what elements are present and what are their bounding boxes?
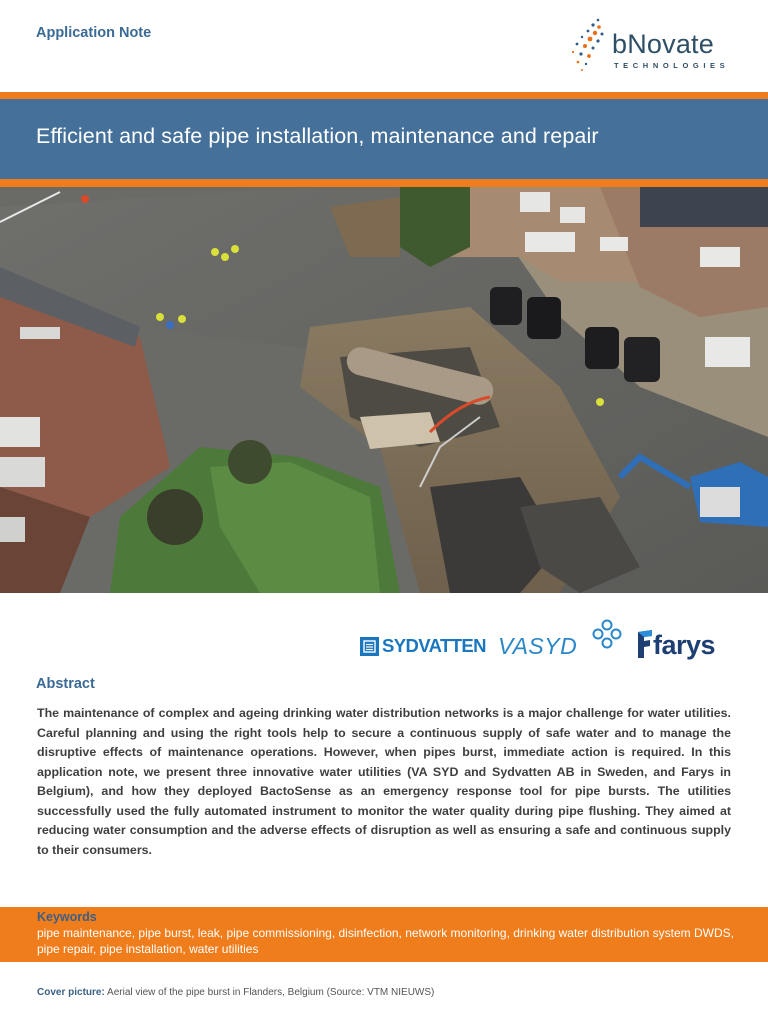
keywords-band (0, 907, 768, 962)
sydvatten-logo-icon (360, 637, 379, 656)
title-band (0, 92, 768, 187)
document-type-label: Application Note (36, 25, 152, 41)
caption-label: Cover picture: (37, 987, 105, 998)
vasyd-logo-icon (590, 618, 624, 652)
bnovate-logo (568, 16, 738, 78)
aerial-pipe-burst-photo-icon (0, 187, 768, 593)
abstract-body: The maintenance of complex and ageing drinking water distribution networks is a major challenge for water utilities. Careful planning and using the right tools help to secure a continuous supply of safe water and to manage the disruptive effects of maintenance operations. However, when pipes burst, immediate action is required. In this application note, we present three innovative water utilities (VA SYD and Sydvatten AB in Sweden, and Farys in Belgium), and how they deployed BactoSense as an emergency response tool for pipe bursts. The utilities successfully used the fully automated instrument to monitor the water quality during pipe flushing. They aimed at reducing water consumption and the adverse effects of disruption as well as ensuring a safe and continuous supply to their consumers. (37, 706, 731, 857)
abstract-heading: Abstract (36, 676, 95, 692)
logo-subtitle: TECHNOLOGIES (614, 61, 730, 70)
farys-logo-icon (634, 628, 654, 660)
page-title: Efficient and safe pipe installation, maintenance and repair (36, 124, 599, 148)
title-panel (0, 99, 768, 179)
sydvatten-logo-text: SYDVATTEN (382, 635, 486, 656)
cover-caption (37, 987, 434, 998)
keywords-title: Keywords (37, 910, 97, 924)
partner-logos (358, 616, 736, 664)
cover-image (0, 187, 768, 593)
vasyd-logo-text: VASYD (498, 633, 578, 659)
bnovate-dots-icon (568, 16, 612, 78)
keywords-text: pipe maintenance, pipe burst, leak, pipe commissioning, disinfection, network monitoring, drinking water distribution system DWDS, pipe repair, pipe installation, water utilities (37, 926, 734, 956)
caption-text: Aerial view of the pipe burst in Flanders, Belgium (Source: VTM NIEUWS) (107, 987, 435, 998)
farys-logo-text: farys (653, 630, 716, 660)
logo-name: bNovate (612, 29, 714, 59)
